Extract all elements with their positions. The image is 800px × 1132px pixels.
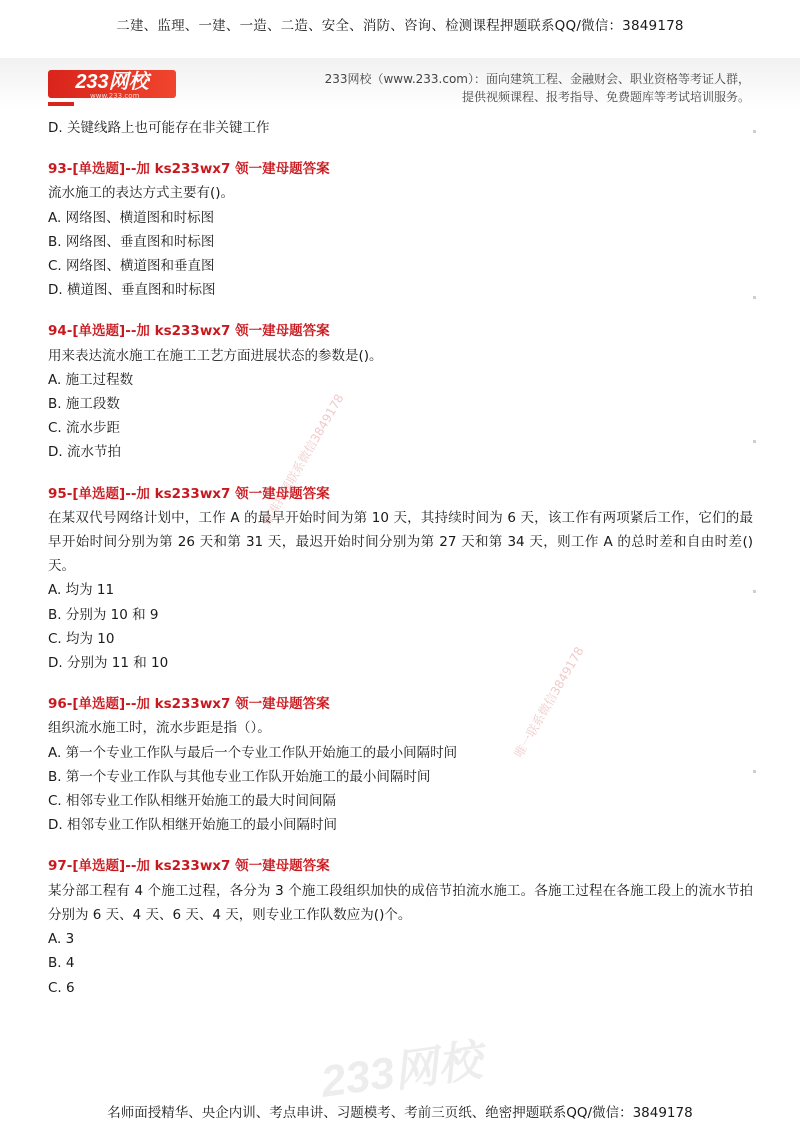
option: B. 第一个专业工作队与其他专业工作队开始施工的最小间隔时间 <box>48 768 431 785</box>
option: C. 网络图、横道图和垂直图 <box>48 258 215 275</box>
question-heading <box>48 157 753 181</box>
option: B. 4 <box>48 955 75 972</box>
tagline <box>290 70 750 106</box>
question-number: 96- <box>48 696 73 713</box>
option: D. 流水节拍 <box>48 444 121 461</box>
option: D. 分别为 11 和 10 <box>48 655 169 672</box>
question-heading <box>48 482 753 506</box>
carry-over-option: D. 关键线路上也可能存在非关键工作 <box>48 120 270 136</box>
edge-mark <box>753 130 756 133</box>
edge-mark <box>753 770 756 773</box>
question-stem: 组织流水施工时，流水步距是指（）。 <box>48 720 271 737</box>
watermark: 唯一联系微信3849178 <box>511 644 587 760</box>
option: B. 分别为 10 和 9 <box>48 606 159 623</box>
option: A. 网络图、横道图和时标图 <box>48 209 215 226</box>
question-block <box>48 319 753 464</box>
option: D. 相邻专业工作队相继开始施工的最小间隔时间 <box>48 817 337 834</box>
question-tag: [单选题]--加 ks233wx7 领一建母题答案 <box>72 858 330 875</box>
question-number: 97- <box>48 858 73 875</box>
question-stem: 用来表达流水施工在施工工艺方面进展状态的参数是()。 <box>48 347 383 364</box>
tagline-line-2: 提供视频课程、报考指导、免费题库等考试培训服务。 <box>461 90 750 104</box>
option: A. 施工过程数 <box>48 371 134 388</box>
logo-subtext: www.233.com <box>90 92 140 100</box>
question-block <box>48 854 753 999</box>
question-stem: 在某双代号网络计划中，工作 A 的最早开始时间为第 10 天，其持续时间为 6 天，该工作有两项紧后工作，它们的最早开始时间分别为第 26 天和第 31 天，最迟开始时间分别为第 27 天和第 34 天，则工作 A 的总时差和自由时差()天。 <box>48 509 753 575</box>
question-stem: 某分部工程有 4 个施工过程，各分为 3 个施工段组织加快的成倍节拍流水施工。各施工过程在各施工段上的流水节拍分别为 6 天、4 天、6 天、4 天，则专业工作队数应为()个。 <box>48 882 753 923</box>
option: C. 6 <box>48 979 75 996</box>
edge-mark <box>753 590 756 593</box>
question-tag: [单选题]--加 ks233wx7 领一建母题答案 <box>72 323 330 340</box>
option: C. 流水步距 <box>48 420 121 437</box>
tagline-line-1: 233网校（www.233.com）：面向建筑工程、金融财会、职业资格等考证人群， <box>324 72 750 86</box>
question-number: 93- <box>48 161 73 178</box>
option: D. 横道图、垂直图和时标图 <box>48 282 216 299</box>
question-tag: [单选题]--加 ks233wx7 领一建母题答案 <box>72 696 330 713</box>
question-block <box>48 482 753 676</box>
option: A. 均为 11 <box>48 582 115 599</box>
question-heading <box>48 854 753 878</box>
top-banner: 二建、监理、一建、一造、二造、安全、消防、咨询、检测课程押题联系QQ/微信：3849178 <box>116 18 684 34</box>
option: C. 相邻专业工作队相继开始施工的最大时间间隔 <box>48 793 337 810</box>
option: C. 均为 10 <box>48 630 115 647</box>
logo: 233网校 <box>48 70 176 98</box>
watermark: 精准押题联系微信3849178 <box>259 391 347 528</box>
question-tag: [单选题]--加 ks233wx7 领一建母题答案 <box>72 161 330 178</box>
document-content <box>48 116 753 1000</box>
question-number: 94- <box>48 323 73 340</box>
footer: 名师面授精华、央企内训、考点串讲、习题模考、考前三页纸、绝密押题联系QQ/微信：3849178 <box>107 1105 693 1121</box>
question-number: 95- <box>48 485 73 502</box>
option: A. 3 <box>48 931 75 948</box>
question-block <box>48 692 753 837</box>
edge-mark <box>753 296 756 299</box>
option: B. 网络图、垂直图和时标图 <box>48 233 215 250</box>
logo-accent-bar <box>48 102 74 106</box>
question-stem: 流水施工的表达方式主要有()。 <box>48 185 235 202</box>
question-heading <box>48 692 753 716</box>
question-heading <box>48 319 753 343</box>
question-tag: [单选题]--加 ks233wx7 领一建母题答案 <box>72 485 330 502</box>
option: A. 第一个专业工作队与最后一个专业工作队开始施工的最小间隔时间 <box>48 744 458 761</box>
option: B. 施工段数 <box>48 396 120 413</box>
question-block <box>48 157 753 302</box>
watermark-logo: 233网校 <box>318 1035 485 1107</box>
edge-mark <box>753 440 756 443</box>
